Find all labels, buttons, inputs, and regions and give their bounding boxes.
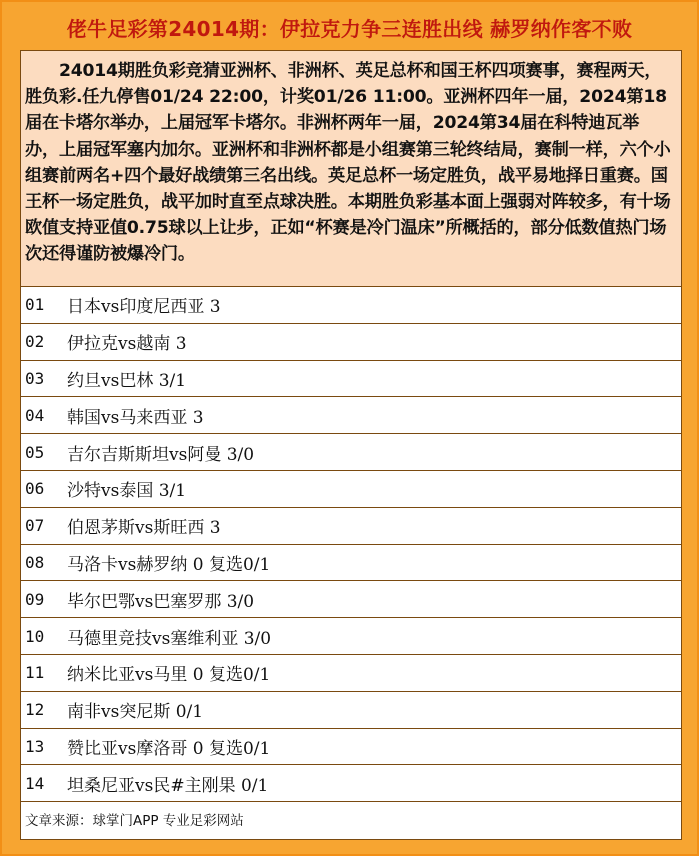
match-row — [21, 655, 681, 692]
match-number: 03 — [25, 368, 45, 388]
match-text: 赞比亚vs摩洛哥 0 复选0/1 — [67, 738, 271, 759]
match-text: 伊拉克vs越南 3 — [67, 334, 187, 355]
match-row — [21, 618, 681, 655]
match-row — [21, 692, 681, 729]
match-text: 南非vs突尼斯 0/1 — [67, 702, 204, 723]
match-number: 13 — [25, 736, 45, 756]
match-number: 12 — [25, 700, 45, 720]
match-number: 02 — [25, 332, 45, 352]
match-number: 14 — [25, 773, 45, 793]
match-number: 01 — [25, 295, 45, 315]
match-text: 日本vs印度尼西亚 3 — [67, 297, 221, 318]
match-number: 05 — [25, 442, 45, 462]
match-text: 韩国vs马来西亚 3 — [67, 407, 204, 428]
match-row — [21, 324, 681, 361]
match-text: 马洛卡vs赫罗纳 0 复选0/1 — [67, 554, 271, 575]
page-title: 佬牛足彩第24014期：伊拉克力争三连胜出线 赫罗纳作客不败 — [66, 16, 633, 41]
intro-text: 24014期胜负彩竞猜亚洲杯、非洲杯、英足总杯和国王杯四项赛事，赛程两天，胜负彩.任九停售01/24 22:00，计奖01/26 11:00。亚洲杯四年一届，2024第18届在卡塔尔举办，上届冠军卡塔尔。非洲杯两年一届，2024第34届在科特迪瓦举办，上届冠军塞内加尔。亚洲杯和非洲杯都是小组赛第三轮终结局，赛制一样，六个小组赛前两名+四个最好战绩第三名出线。英足总杯一场定胜负，战平易地择日重赛。国王杯一场定胜负，战平加时直至点球决胜。本期胜负彩基本面上强弱对阵较多，有十场欧值支持亚值0.75球以上让步，正如“杯赛是冷门温床”所概括的，部分低数值热门场次还得谨防被爆冷门。 — [25, 61, 671, 265]
match-row — [21, 508, 681, 545]
match-number: 04 — [25, 405, 45, 425]
match-number: 08 — [25, 552, 45, 572]
match-text: 约旦vs巴林 3/1 — [67, 370, 187, 391]
source-footer: 文章来源：球掌门APP 专业足彩网站 — [25, 813, 244, 830]
match-text: 马德里竞技vs塞维利亚 3/0 — [67, 628, 272, 649]
match-row — [21, 434, 681, 471]
content-panel — [20, 50, 682, 840]
match-row — [21, 287, 681, 324]
match-number: 09 — [25, 589, 45, 609]
intro-box — [21, 51, 681, 287]
match-number: 06 — [25, 479, 45, 499]
match-row — [21, 545, 681, 582]
match-row — [21, 361, 681, 398]
match-number: 11 — [25, 663, 45, 683]
match-text: 伯恩茅斯vs斯旺西 3 — [67, 518, 221, 539]
match-row — [21, 471, 681, 508]
match-row — [21, 581, 681, 618]
match-text: 毕尔巴鄂vs巴塞罗那 3/0 — [67, 591, 255, 612]
match-text: 坦桑尼亚vs民#主刚果 0/1 — [67, 775, 269, 796]
match-text: 纳米比亚vs马里 0 复选0/1 — [67, 665, 271, 686]
match-text: 沙特vs泰国 3/1 — [67, 481, 187, 502]
match-text: 吉尔吉斯斯坦vs阿曼 3/0 — [67, 444, 255, 465]
match-row — [21, 765, 681, 802]
match-number: 07 — [25, 516, 45, 536]
match-number: 10 — [25, 626, 45, 646]
match-row — [21, 729, 681, 766]
match-row — [21, 397, 681, 434]
